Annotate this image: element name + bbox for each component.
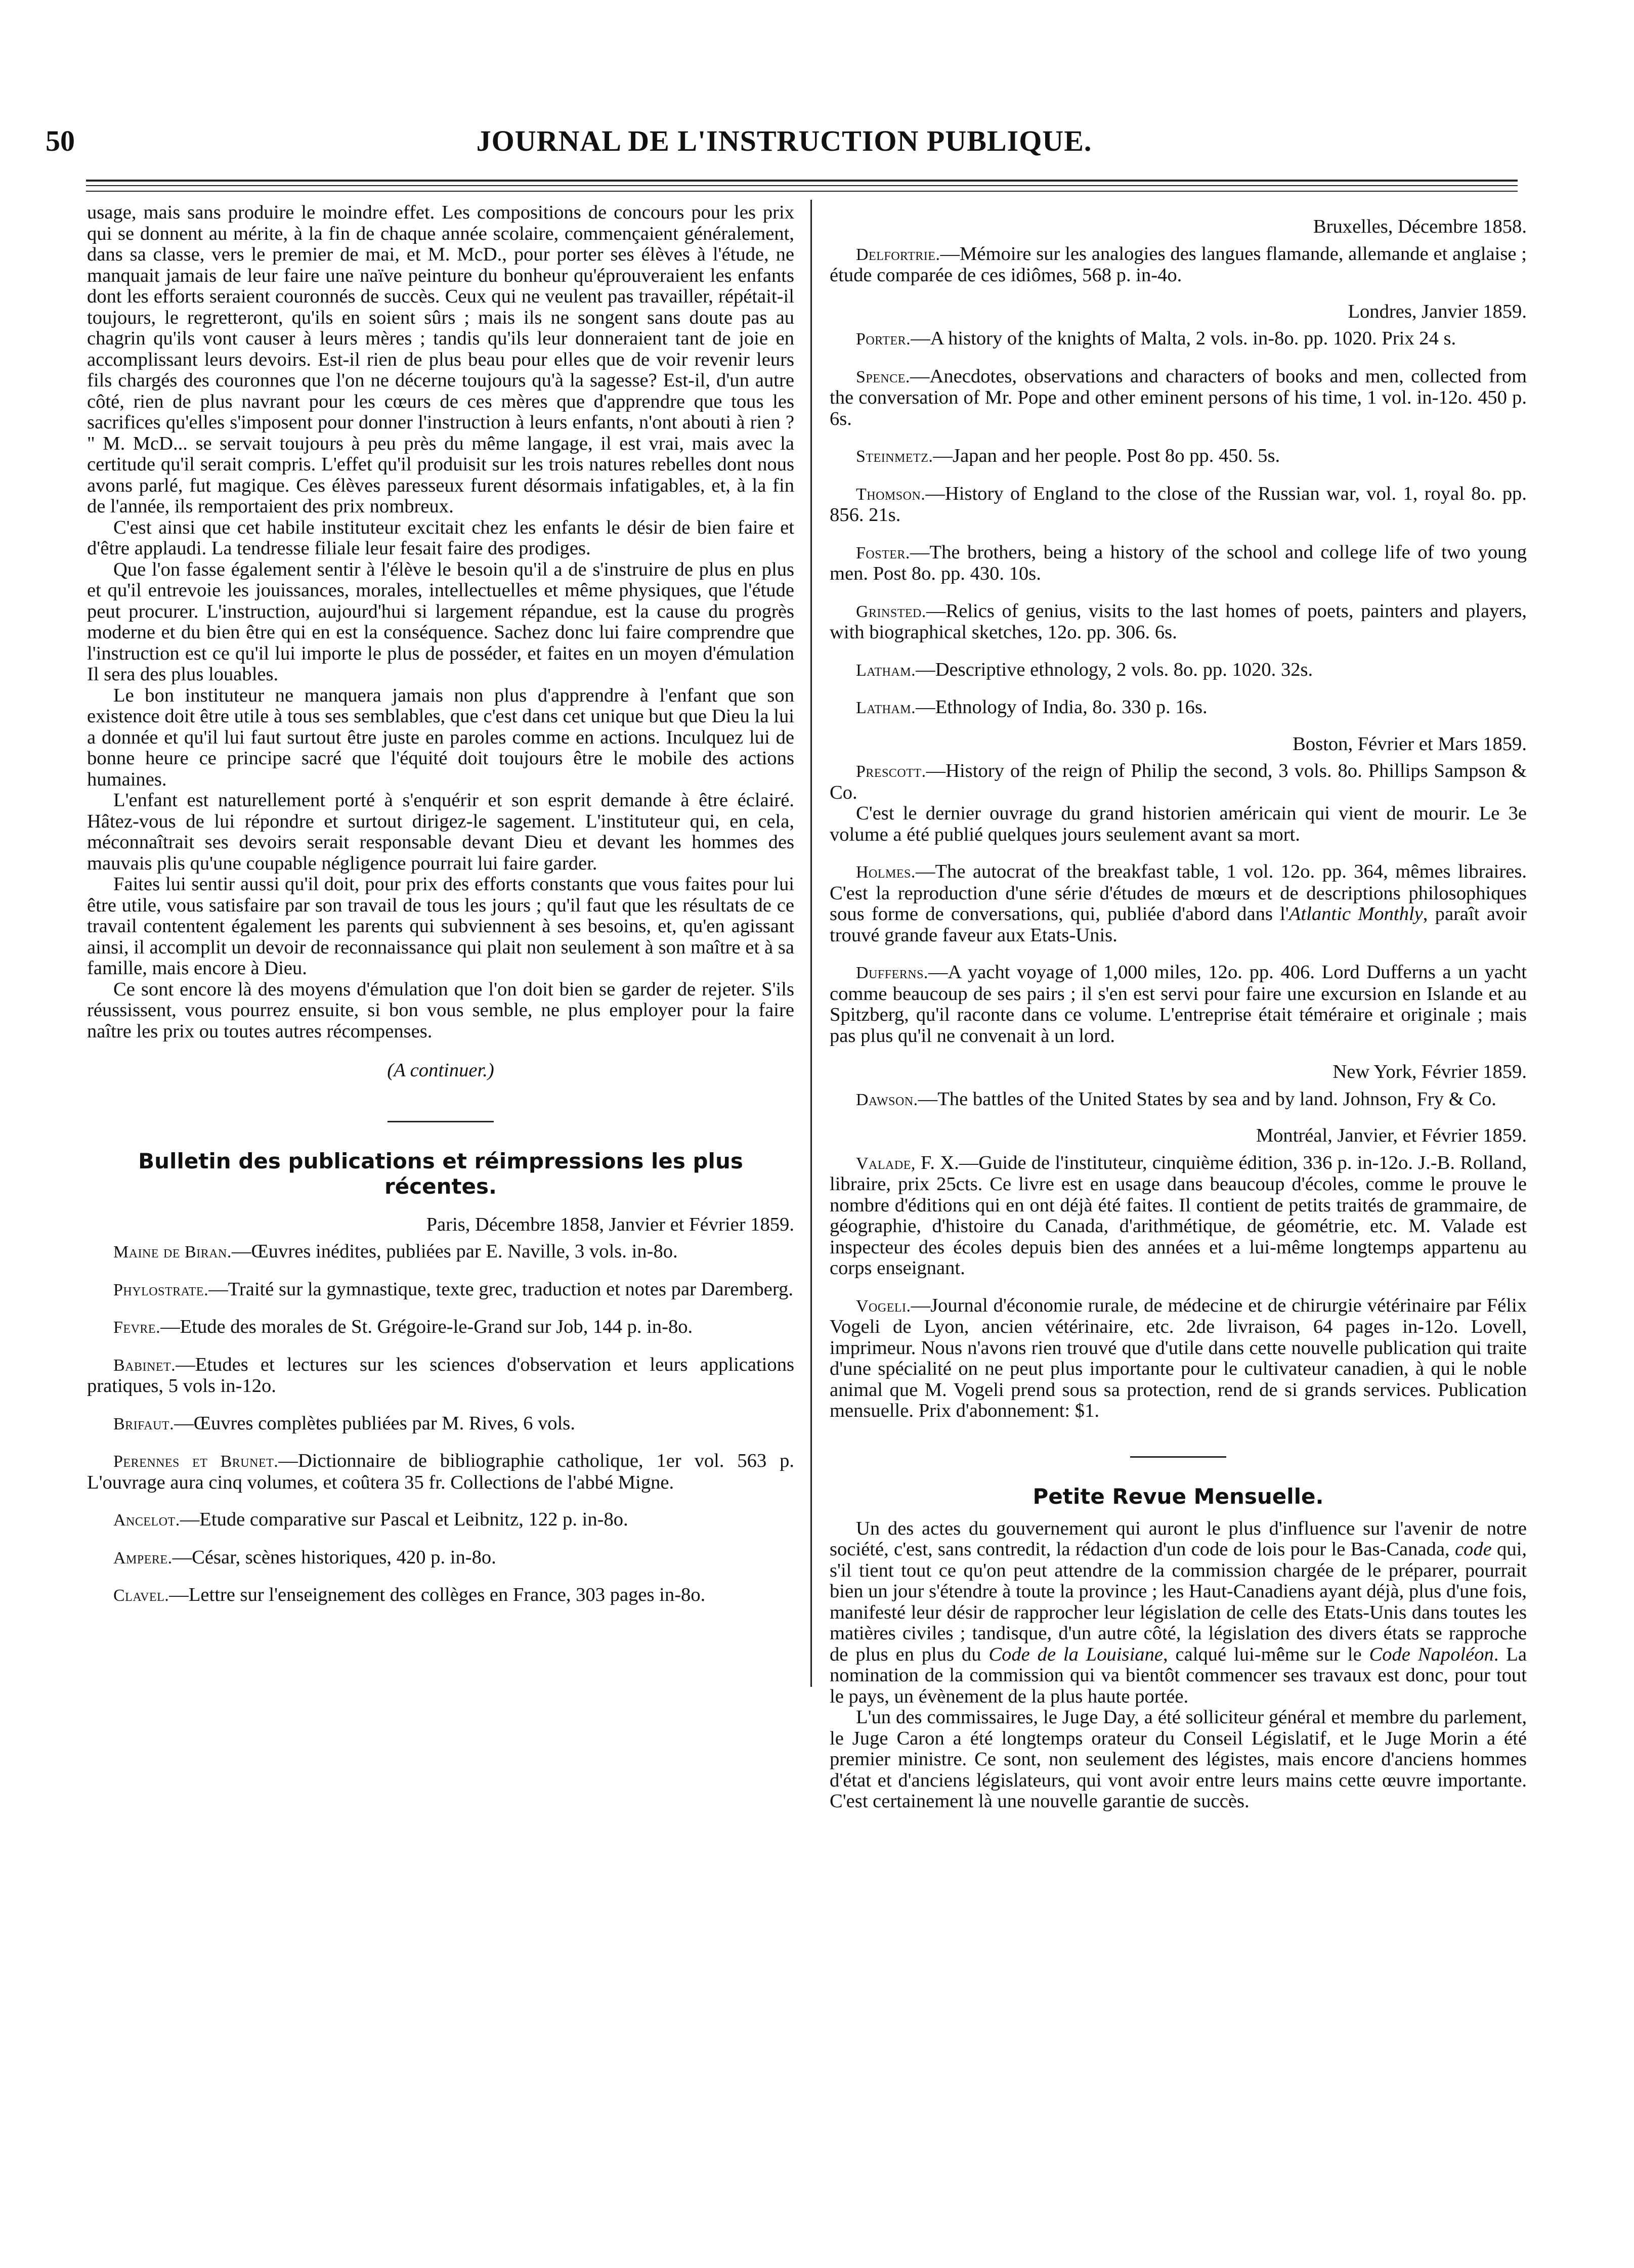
entry-author: Ampere.: [113, 1548, 173, 1567]
place-date-montreal: Montréal, Janvier, et Février 1859.: [1256, 1125, 1527, 1146]
bibliography-entry: [830, 542, 1527, 585]
entry-author: Porter.: [856, 330, 911, 348]
entry-text: —Œuvres complètes publiées par M. Rives, 6 vols.: [174, 1412, 575, 1434]
page-number: 50: [46, 124, 75, 157]
bibliography-entry: [830, 761, 1527, 803]
bibliography-entry: [87, 1547, 794, 1569]
entry-text: —Œuvres inédites, publiées par E. Naville, 3 vols. in-8o.: [231, 1241, 678, 1262]
entry-author: Thomson.: [856, 485, 926, 504]
body-paragraph: Que l'on fasse également sentir à l'élève le besoin qu'il a de s'instruire de plus en plus et qu'il entrevoie les jouissances, morales, intellectuelles et même physiques, que l'étude peut procurer. L'instruction, aujourd'hui si largement répandue, est la cause du progrès moderne et du bien être qui en est la conséquence. Sachez donc lui faire comprendre que l'instruction est ce qu'il lui importe le plus de posséder, et faites en un moyen d'émulation Il sera des plus louables.: [87, 558, 794, 685]
entry-text: —Etude des morales de St. Grégoire-le-Grand sur Job, 144 p. in-8o.: [160, 1316, 693, 1337]
entry-text: —History of England to the close of the Russian war, vol. 1, royal 8o. pp. 856. 21s.: [830, 483, 1527, 526]
entry-author: Latham.: [856, 661, 916, 680]
bibliography-entry: [87, 1317, 794, 1338]
entry-author: Ancelot.: [113, 1511, 180, 1530]
entry-text: F. X.—Guide de l'instituteur, cinquième édition, 336 p. in-12o. J.-B. Rolland, libraire, prix 25cts. Ce livre est en usage dans beaucoup d'écoles, comme le prouve le nombre d'éditions qui en ont déjà été faites. Il contient de petits traités de grammaire, de géographie, d'histoire du Canada, d'arithmétique, de géométrie, etc. M. Valade est inspecteur des écoles depuis bien des années et a lui-même longtemps appartenu au corps enseignant.: [830, 1152, 1527, 1279]
bibliography-entry: [830, 601, 1527, 643]
entry-text: —Anecdotes, observations and characters of books and men, collected from the conversation of Mr. Pope and other eminent persons of his time, 1 vol. in-12o. 450 p. 6s.: [830, 365, 1527, 429]
entry-text: —A history of the knights of Malta, 2 vols. in-8o. pp. 1020. Prix 24 s.: [911, 328, 1456, 349]
bibliography-entry: [830, 366, 1527, 430]
entry-author: Babinet.: [113, 1356, 176, 1375]
bibliography-entry: [830, 697, 1527, 719]
italic-term: Code Napoléon: [1369, 1643, 1494, 1665]
bibliography-entry: [830, 484, 1527, 526]
bibliography-entry: [830, 861, 1527, 946]
place-date-boston: Boston, Février et Mars 1859.: [1293, 733, 1527, 755]
body-paragraph: Le bon instituteur ne manquera jamais non plus d'apprendre à l'enfant que son existence doit être utile à tous ses semblables, que c'est dans cet unique but que Dieu la lui a donnée et qu'il lui faut surtout être juste en paroles comme en actions. Inculquez lui de bonne heure ce principe sacré que l'équité doit toujours être le mobile des actions humaines.: [87, 684, 794, 790]
entry-text: —History of the reign of Philip the second, 3 vols. 8o. Phillips Sampson & Co.: [830, 760, 1527, 803]
entry-author: Maine de Biran.: [113, 1243, 232, 1261]
section-separator: [388, 1121, 494, 1122]
bibliography-entry: [87, 1279, 794, 1301]
bibliography-entry: [87, 1241, 794, 1263]
column-divider: [810, 200, 812, 1687]
body-paragraph: [830, 1518, 1527, 1708]
entry-text: —Mémoire sur les analogies des langues flamande, allemande et anglaise ; étude comparée de ces idiômes, 568 p. in-4o.: [830, 243, 1527, 286]
entry-author: Perennes et Brunet.: [113, 1452, 279, 1471]
entry-text: —The battles of the United States by sea and by land. Johnson, Fry & Co.: [918, 1088, 1496, 1110]
header-rule: [86, 180, 1518, 182]
entry-author: Latham.: [856, 699, 916, 717]
entry-text: —César, scènes historiques, 420 p. in-8o.: [172, 1546, 496, 1568]
entry-author: Fevre.: [113, 1318, 161, 1337]
italic-term: Code de la Louisiane: [988, 1643, 1163, 1665]
body-paragraph: Faites lui sentir aussi qu'il doit, pour prix des efforts constants que vous faites pour lui être utile, vous satisfaire par son travail de tous les jours ; qu'il faut que les résultats de ce travail contentent également les parents qui subviennent à ses besoins, et, qu'en agissant ainsi, il accomplit un devoir de reconnaissance qui plait non seulement à son maître et à sa famille, mais encore à Dieu.: [87, 874, 794, 979]
entry-author: Grinsted.: [856, 602, 926, 621]
body-paragraph: L'un des commissaires, le Juge Day, a été solliciteur général et membre du parlement, le Juge Caron a été longtemps orateur du Conseil Législatif, et le Juge Morin a été premier ministre. Ce sont, non seulement des légistes, mais encore d'anciens hommes d'état et d'anciens législateurs, qui vont avoir entre leurs mains cette œuvre importante. C'est certainement là une nouvelle garantie de succès.: [830, 1707, 1527, 1812]
bibliography-entry: [830, 1089, 1527, 1111]
entry-author: Brifaut.: [113, 1414, 175, 1433]
entry-author: Dawson.: [856, 1090, 918, 1109]
entry-author: Spence.: [856, 367, 910, 386]
bibliography-entry: [87, 1451, 794, 1493]
right-column: [830, 202, 1527, 1812]
entry-author: Valade,: [856, 1154, 916, 1173]
entry-text: —Etudes et lectures sur les sciences d'observation et leurs applications pratiques, 5 vols in-12o.: [87, 1354, 794, 1397]
bibliography-entry: [830, 660, 1527, 681]
body-paragraph: Ce sont encore là des moyens d'émulation que l'on doit bien se garder de rejeter. S'ils réussissent, vous pourrez ensuite, si bon vous semble, ne plus employer pour la faire naître les prix ou toutes autres récompenses.: [87, 978, 794, 1042]
continuation-note: (A continuer.): [387, 1060, 494, 1081]
entry-text: —A yacht voyage of 1,000 miles, 12o. pp. 406. Lord Dufferns a un yacht comme beaucoup de ses pairs ; il s'en est servi pour faire une excursion en Islande et au Spitzberg, qu'il raconte dans ce volume. L'entreprise était téméraire et originale ; mais pas plus qu'il ne convenait à un lord.: [830, 962, 1527, 1046]
entry-text: —Traité sur la gymnastique, texte grec, traduction et notes par Daremberg.: [208, 1278, 794, 1300]
entry-text: —Journal d'économie rurale, de médecine et de chirurgie vétérinaire par Félix Vogeli de Lyon, ancien vétérinaire, etc. 2de livraison, 64 pages in-12o. Lovell, imprimeur. Nous n'avons rien trouvé que d'utile dans cette nouvelle publication qui traite d'une spécialité on ne peut plus importante pour le cultivateur canadien, à qui le noble animal que M. Vogeli prend sous sa protection, rend de si grands services. Publication mensuelle. Prix d'abonnement: $1.: [830, 1294, 1527, 1421]
entry-text: —Ethnology of India, 8o. 330 p. 16s.: [916, 696, 1208, 718]
entry-text: —The brothers, being a history of the school and college life of two young men. Post 8o. pp. 430. 10s.: [830, 541, 1527, 584]
header-rule: [86, 191, 1518, 192]
bibliography-entry: [830, 328, 1527, 350]
bibliography-entry: [830, 244, 1527, 286]
journal-title: JOURNAL DE L'INSTRUCTION PUBLIQUE.: [476, 124, 1092, 157]
entry-author: Clavel.: [113, 1586, 169, 1605]
body-paragraph: C'est ainsi que cet habile instituteur excitait chez les enfants le désir de bien faire et d'être applaudi. La tendresse filiale leur fesait faire des prodiges.: [87, 516, 794, 559]
place-date-londres: Londres, Janvier 1859.: [1348, 300, 1527, 322]
bibliography-entry: [830, 962, 1527, 1046]
italic-term: code: [1454, 1539, 1492, 1560]
entry-text: —The autocrat of the breakfast table, 1 vol. 12o. pp. 364, mêmes libraires. C'est la reproduction d'une série d'études de mœurs et de descriptions philosophiques sous forme de conversations, qui, publiée d'abord dans l': [830, 861, 1527, 925]
paragraph-text: qui, s'il tient tout ce qu'on peut attendre de la commission chargée de le préparer, pourrait bien un jour s'étendre à toute la province ; les Haut-Canadiens ayant déjà, plus d'une fois, manifesté leur désir de rapprocher leur législation de celle des Etats-Unis dans toutes les matières civiles ; tandisque, d'un autre côté, la législation des divers états se rapproche de plus en plus du: [830, 1539, 1527, 1665]
section-separator: [1130, 1456, 1226, 1458]
page-header: [46, 124, 1523, 164]
body-paragraph: usage, mais sans produire le moindre effet. Les compositions de concours pour les prix qui se donnent au mérite, à la fin de chaque année scolaire, commençaient généralement, dans sa classe, vers le premier de mai, et M. McD., pour porter ses élèves à l'étude, ne manquait jamais de leur faire une naïve peinture du bonheur qu'éprouveraient les enfants dont les efforts seraient couronnés de succès. Ceux qui ne veulent pas travailler, répétait-il toujours, le regretteront, qu'ils en soient sûrs ; mais ils ne songent sans doute pas au chagrin qu'ils vont causer à leurs mères ; tandis qu'ils leur donneraient tant de joie en accomplissant leurs devoirs. Est-il rien de plus beau pour elles que de voir revenir leurs fils chargés des couronnes que l'on ne décerne toujours qu'à la sagesse? Est-il, d'un autre côté, rien de plus navrant pour les cœurs de ces mères que d'apprendre que tous les sacrifices qu'elles s'imposent pour donner l'instruction à leurs enfants, n'ont abouti à rien ? " M. McD... se servait toujours à peu près du même langage, il est vrai, mais avec la certitude qu'il serait compris. L'effet qu'il produisit sur les trois natures rebelles dont nous avons parlé, fut magique. Ces élèves paresseux furent désormais infatigables, et, à la fin de l'année, ils remportaient des prix nombreux.: [87, 202, 794, 517]
entry-text: , paraît avoir trouvé grande faveur aux Etats-Unis.: [830, 903, 1527, 946]
place-date-newyork: New York, Février 1859.: [1332, 1061, 1527, 1082]
bibliography-entry: [87, 1355, 794, 1397]
entry-author: Prescott.: [856, 762, 926, 781]
bibliography-entry: [830, 1153, 1527, 1279]
bibliography-entry: [87, 1413, 794, 1435]
header-rule: [86, 185, 1518, 186]
bibliography-entry: [87, 1509, 794, 1531]
place-date-paris: Paris, Décembre 1858, Janvier et Février 1859.: [426, 1213, 794, 1235]
paragraph-text: . La nomination de la commission qui va bientôt commencer ses travaux est donc, pour tout le pays, un évènement de la plus haute portée.: [830, 1643, 1527, 1707]
entry-text: —Japan and her people. Post 8o pp. 450. 5s.: [933, 445, 1280, 466]
entry-author: Holmes.: [856, 863, 916, 882]
entry-text: —Descriptive ethnology, 2 vols. 8o. pp. 1020. 32s.: [916, 659, 1313, 680]
section-heading-bulletin: Bulletin des publications et réimpressions les plus récentes.: [138, 1148, 743, 1199]
entry-text: —Lettre sur l'enseignement des collèges en France, 303 pages in-8o.: [169, 1584, 706, 1605]
bibliography-entry: [87, 1585, 794, 1606]
left-column: [87, 202, 794, 1606]
entry-italic-title: Atlantic Monthly: [1288, 903, 1423, 925]
bibliography-entry: [830, 1295, 1527, 1422]
body-paragraph: L'enfant est naturellement porté à s'enquérir et son esprit demande à être éclairé. Hâtez-vous de lui répondre et surtout dirigez-le sagement. L'instituteur qui, en cela, méconnaîtrait ses devoirs serait responsable devant Dieu et devant les hommes des mauvais plis qu'une coupable négligence pourrait lui faire garder.: [87, 790, 794, 874]
entry-author: Delfortrie.: [856, 245, 940, 264]
entry-author: Vogeli.: [856, 1296, 911, 1316]
entry-author: Foster.: [856, 543, 910, 562]
entry-author: Dufferns.: [856, 964, 928, 982]
place-date-bruxelles: Bruxelles, Décembre 1858.: [1313, 216, 1527, 237]
entry-text: —Relics of genius, visits to the last homes of poets, painters and players, with biographical sketches, 12o. pp. 306. 6s.: [830, 600, 1527, 643]
paragraph-text: , calqué lui-même sur le: [1163, 1643, 1369, 1665]
section-heading-revue: Petite Revue Mensuelle.: [1033, 1484, 1324, 1509]
entry-text: —Etude comparative sur Pascal et Leibnitz, 122 p. in-8o.: [180, 1509, 628, 1530]
entry-note: C'est le dernier ouvrage du grand historien américain qui vient de mourir. Le 3e volume a été publié quelques jours seulement avant sa mort.: [830, 803, 1527, 845]
paragraph-text: Un des actes du gouvernement qui auront le plus d'influence sur l'avenir de notre société, c'est, sans contredit, la rédaction d'un code de lois pour le Bas-Canada,: [830, 1517, 1527, 1560]
entry-author: Phylostrate.: [113, 1280, 209, 1299]
entry-text: —Dictionnaire de bibliographie catholique, 1er vol. 563 p. L'ouvrage aura cinq volumes, et coûtera 35 fr. Collections de l'abbé Migne.: [87, 1450, 794, 1493]
entry-author: Steinmetz.: [856, 447, 933, 466]
bibliography-entry: [830, 446, 1527, 467]
